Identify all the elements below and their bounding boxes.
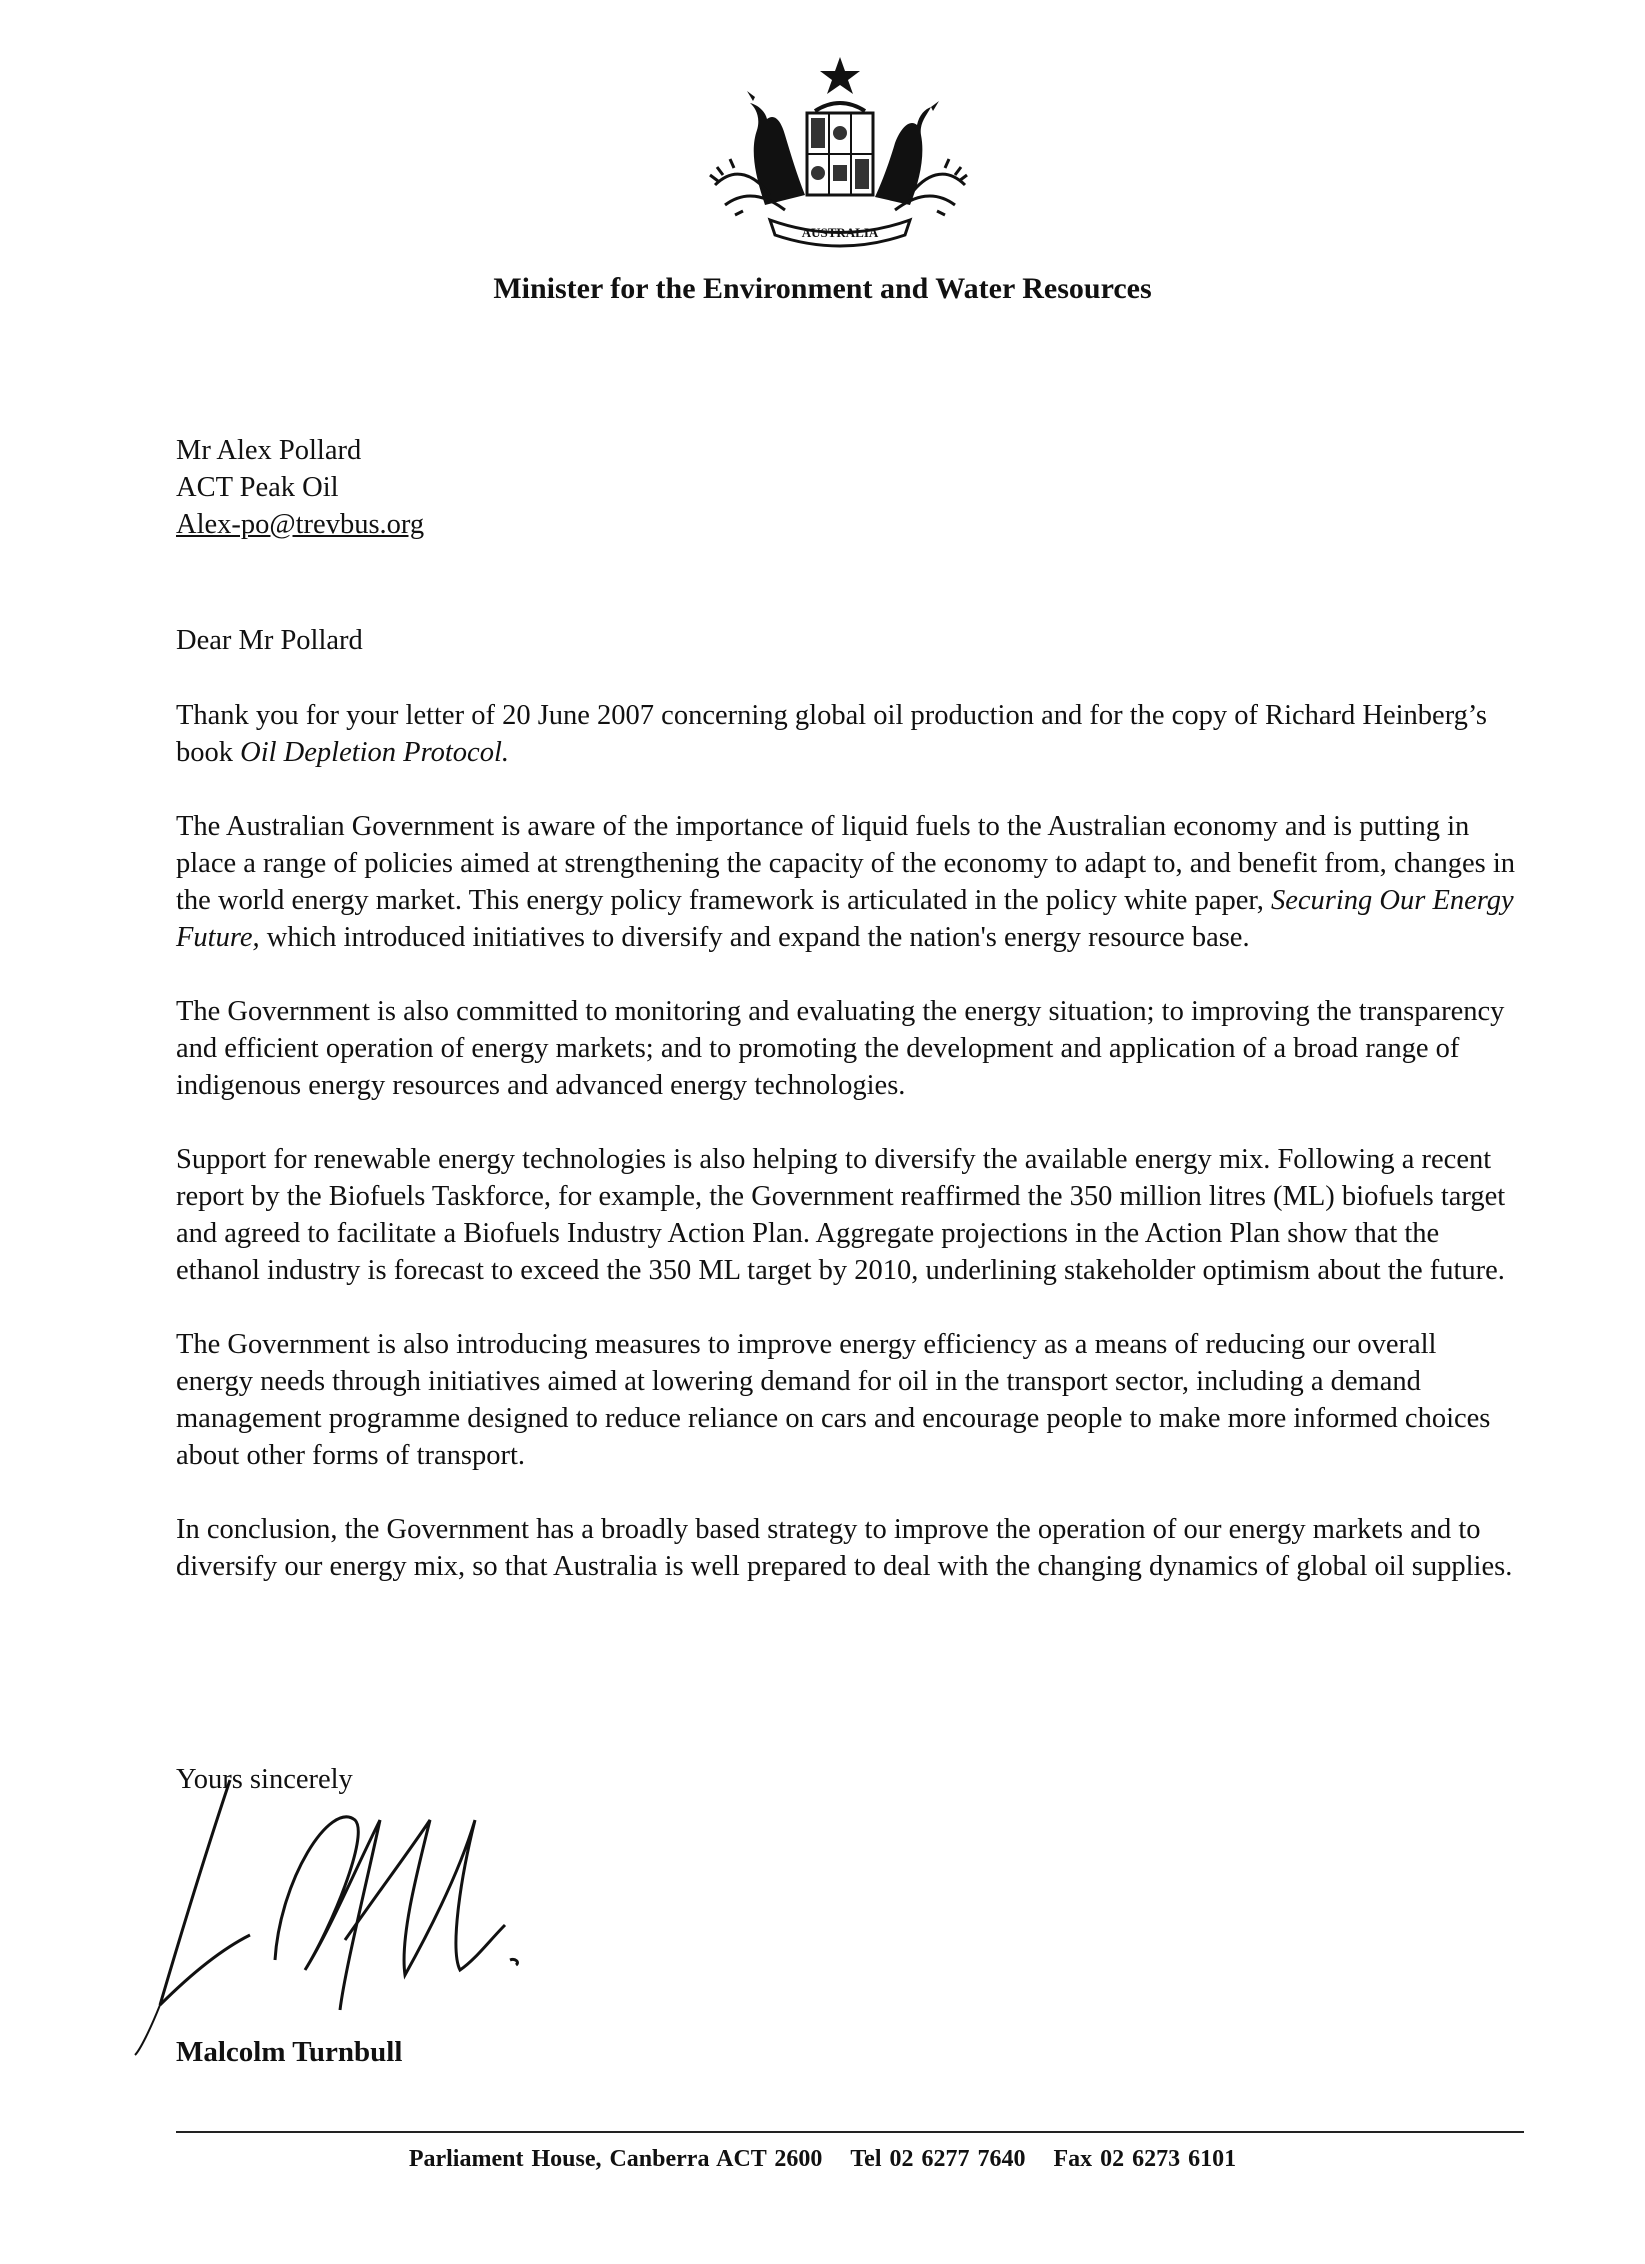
footer-fax: Fax 02 6273 6101: [1053, 2146, 1237, 2172]
paragraph-1: Thank you for your letter of 20 June 2007 concerning global oil production and for the copy of Richard Heinberg’s book Oil Depletion Protocol.: [176, 700, 1487, 768]
recipient-email-link[interactable]: Alex-po@trevbus.org: [176, 509, 425, 540]
letter-body: [176, 697, 1516, 1622]
paragraph-2: The Australian Government is aware of the importance of liquid fuels to the Australian economy and is putting in place a range of policies aimed at strengthening the capacity of the economy to adapt to, and benefit from, changes in the world energy market. This energy policy framework is articulated in the policy white paper, Securing Our Energy Future, which introduced initiatives to diversify and expand the nation's energy resource base.: [176, 811, 1515, 953]
crest-scroll-text: AUSTRALIA: [801, 225, 879, 240]
white-paper-title: Securing Our Energy Future,: [176, 885, 1514, 953]
australian-coat-of-arms-icon: [695, 55, 985, 260]
paragraph-6: In conclusion, the Government has a broadly based strategy to improve the operation of our energy markets and to diversify our energy mix, so that Australia is well prepared to deal with the changing dynamics of global oil supplies.: [176, 1514, 1513, 1582]
footer-divider: [176, 2131, 1524, 2133]
handwritten-signature-icon: [130, 1760, 650, 2060]
footer-tel: Tel 02 6277 7640: [850, 2146, 1026, 2172]
recipient-name: Mr Alex Pollard: [176, 435, 362, 466]
closing: Yours sincerely: [176, 1764, 353, 1795]
ministry-title: Minister for the Environment and Water Resources: [493, 272, 1152, 305]
paragraph-4: Support for renewable energy technologies is also helping to diversify the available energy mix. Following a recent report by the Biofuels Taskforce, for example, the Government reaffirmed the 350 million litres (ML) biofuels target and agreed to facilitate a Biofuels Industry Action Plan. Aggregate projections in the Action Plan show that the ethanol industry is forecast to exceed the 350 ML target by 2010, underlining stakeholder optimism about the future.: [176, 1144, 1506, 1286]
footer-address: Parliament House, Canberra ACT 2600: [408, 2146, 823, 2172]
paragraph-5: The Government is also introducing measures to improve energy efficiency as a means of reducing our overall energy needs through initiatives aimed at lowering demand for oil in the transport sector, including a demand management programme designed to reduce reliance on cars and encourage people to make more informed choices about other forms of transport.: [176, 1329, 1491, 1471]
book-title: Oil Depletion Protocol.: [240, 737, 509, 768]
paragraph-3: The Government is also committed to monitoring and evaluating the energy situation; to improving the transparency and efficient operation of energy markets; and to promoting the development and application of a broad range of indigenous energy resources and advanced energy technologies.: [176, 996, 1505, 1101]
recipient-address: [176, 432, 1516, 543]
salutation: Dear Mr Pollard: [176, 625, 363, 656]
recipient-organisation: ACT Peak Oil: [176, 472, 339, 503]
signer-name: Malcolm Turnbull: [176, 2036, 403, 2068]
footer-contact: [0, 2146, 1645, 2173]
